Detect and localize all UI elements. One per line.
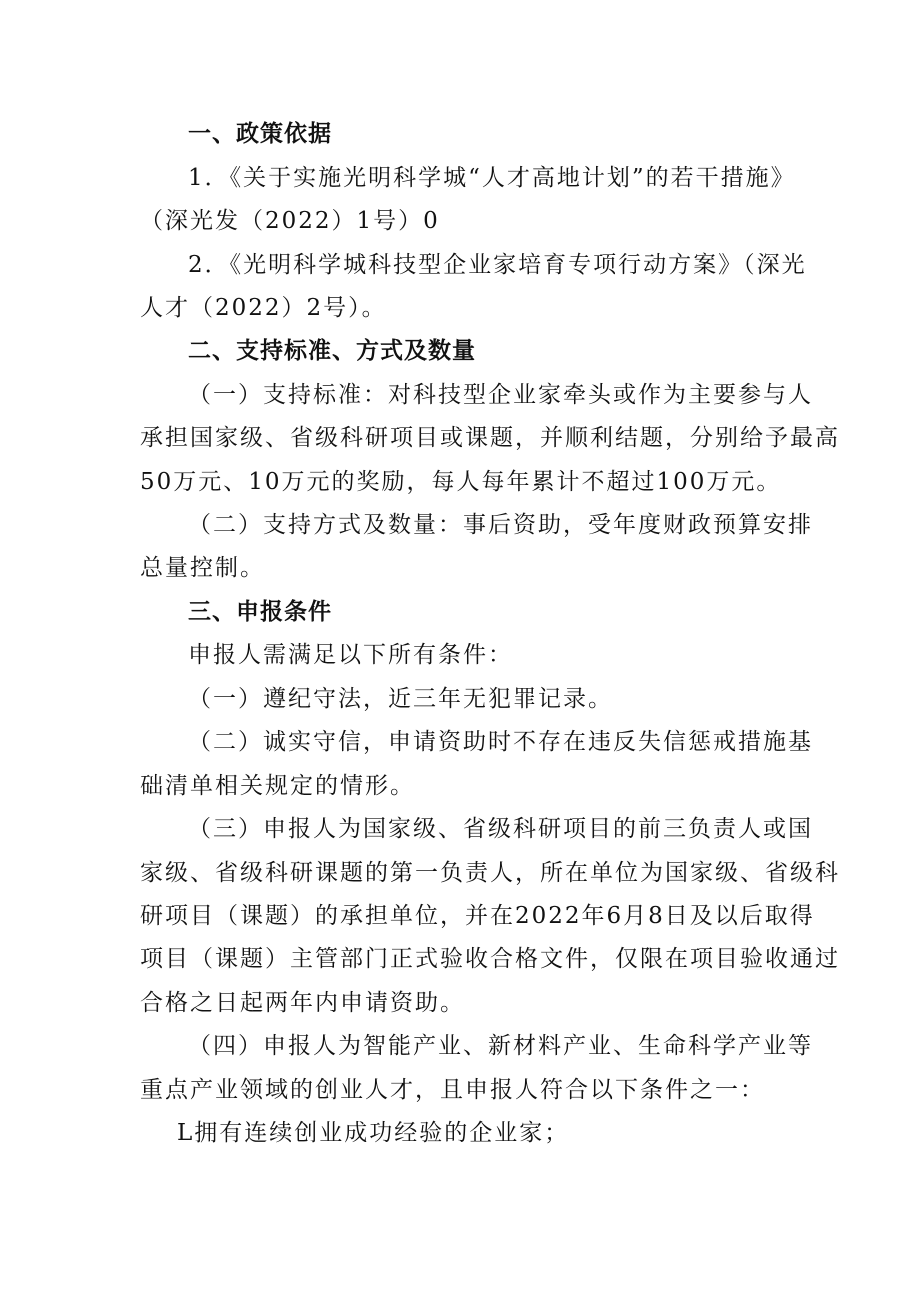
condition-4-sub-item-1: L拥有连续创业成功经验的企业家； bbox=[177, 1120, 570, 1146]
condition-4-line-1: （四）申报人为智能产业、新材料产业、生命科学产业等 bbox=[188, 1033, 813, 1059]
policy-item-1-line-2: （深光发（2022）1号）0 bbox=[140, 208, 440, 234]
condition-3-line-1: （三）申报人为国家级、省级科研项目的前三负责人或国 bbox=[188, 816, 813, 842]
condition-2-line-2: 础清单相关规定的情形。 bbox=[140, 773, 415, 799]
condition-4-line-2: 重点产业领域的创业人才，且申报人符合以下条件之一： bbox=[140, 1077, 765, 1103]
support-standard-line-3: 50万元、10万元的奖励，每人每年累计不超过100万元。 bbox=[140, 469, 782, 495]
condition-2-line-1: （二）诚实守信，申请资助时不存在违反失信惩戒措施基 bbox=[188, 729, 813, 755]
section-heading-policy-basis: 一、政策依据 bbox=[188, 120, 332, 147]
support-method-line-2: 总量控制。 bbox=[140, 555, 265, 581]
condition-3-line-5: 合格之日起两年内申请资助。 bbox=[140, 990, 465, 1016]
section-heading-support-standards: 二、支持标准、方式及数量 bbox=[188, 337, 476, 364]
support-standard-line-2: 承担国家级、省级科研项目或课题，并顺利结题，分别给予最高 bbox=[140, 425, 840, 451]
section-heading-application-conditions: 三、申报条件 bbox=[188, 598, 332, 625]
support-method-line-1: （二）支持方式及数量：事后资助，受年度财政预算安排 bbox=[188, 512, 813, 538]
condition-3-line-3: 研项目（课题）的承担单位，并在2022年6月8日及以后取得 bbox=[140, 903, 815, 929]
condition-3-line-4: 项目（课题）主管部门正式验收合格文件，仅限在项目验收通过 bbox=[140, 946, 840, 972]
policy-item-2-line-1: 2．《光明科学城科技型企业家培育专项行动方案》（深光 bbox=[188, 252, 807, 278]
policy-item-1-line-1: 1．《关于实施光明科学城“人才高地计划”的若干措施》 bbox=[188, 165, 796, 191]
policy-item-2-line-2: 人才（2022）2号）。 bbox=[140, 295, 387, 321]
support-standard-line-1: （一）支持标准：对科技型企业家牵头或作为主要参与人 bbox=[188, 382, 813, 408]
conditions-intro: 申报人需满足以下所有条件： bbox=[188, 642, 513, 668]
condition-1: （一）遵纪守法，近三年无犯罪记录。 bbox=[188, 686, 613, 712]
condition-3-line-2: 家级、省级科研课题的第一负责人，所在单位为国家级、省级科 bbox=[140, 860, 840, 886]
